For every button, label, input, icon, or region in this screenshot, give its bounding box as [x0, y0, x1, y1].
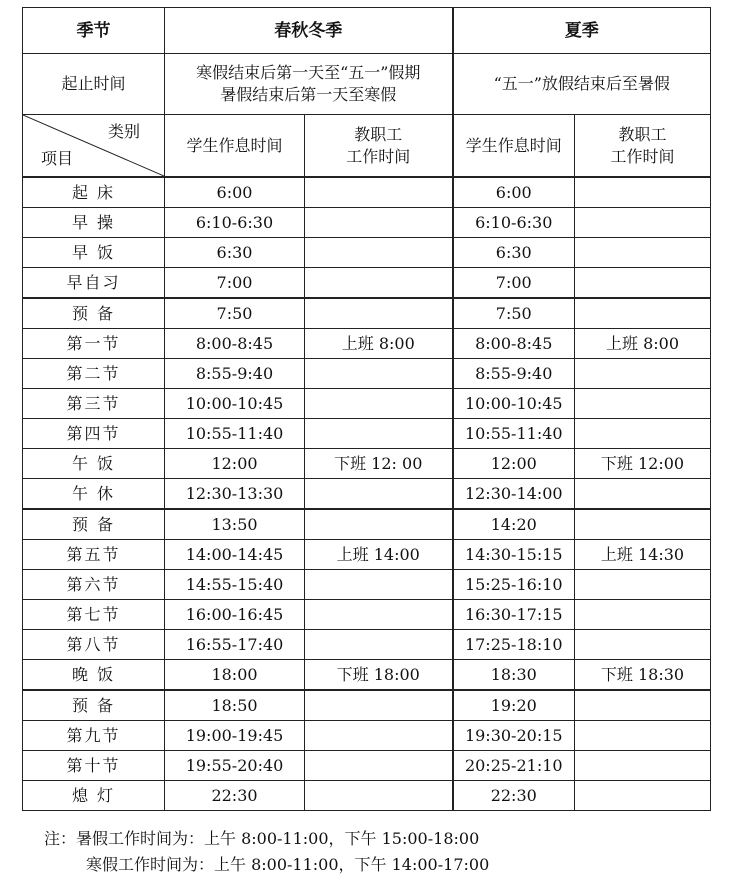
season-a-header: 春秋冬季 [165, 8, 453, 54]
a-student-cell: 14:00-14:45 [165, 540, 305, 570]
a-staff-cell: 下班 12: 00 [305, 449, 453, 479]
b-staff-cell [575, 419, 711, 449]
period-a-line1: 寒假结束后第一天至“五一”假期 [196, 63, 421, 82]
season-b-header: 夏季 [453, 8, 711, 54]
b-staff-cell [575, 721, 711, 751]
item-cell: 早自习 [23, 268, 165, 299]
a-student-cell: 8:00-8:45 [165, 329, 305, 359]
a-student-cell: 18:00 [165, 660, 305, 691]
a-staff-cell [305, 238, 453, 268]
season-row [23, 8, 711, 54]
table-row [23, 660, 711, 691]
table-row [23, 751, 711, 781]
item-cell: 午 休 [23, 479, 165, 510]
a-staff-cell [305, 479, 453, 510]
b-student-cell: 14:30-15:15 [453, 540, 575, 570]
item-cell: 第十节 [23, 751, 165, 781]
table-row [23, 419, 711, 449]
table-row [23, 570, 711, 600]
a-student-cell: 7:50 [165, 298, 305, 329]
a-student-cell: 10:00-10:45 [165, 389, 305, 419]
b-staff-col-line1: 教职工 [618, 124, 667, 144]
table-row [23, 479, 711, 510]
b-student-cell: 6:00 [453, 177, 575, 208]
b-student-cell: 19:30-20:15 [453, 721, 575, 751]
b-staff-col-header [575, 115, 711, 178]
table-row [23, 298, 711, 329]
b-staff-cell [575, 570, 711, 600]
b-staff-cell [575, 359, 711, 389]
table-row [23, 208, 711, 238]
b-staff-cell: 上班 8:00 [575, 329, 711, 359]
item-cell: 预 备 [23, 298, 165, 329]
b-student-cell: 20:25-21:10 [453, 751, 575, 781]
b-student-cell: 10:00-10:45 [453, 389, 575, 419]
item-cell: 第一节 [23, 329, 165, 359]
b-student-cell: 10:55-11:40 [453, 419, 575, 449]
a-student-col-header: 学生作息时间 [165, 115, 305, 178]
a-staff-cell [305, 298, 453, 329]
b-student-cell: 14:20 [453, 509, 575, 540]
item-cell: 预 备 [23, 509, 165, 540]
a-student-cell: 22:30 [165, 781, 305, 811]
item-cell: 午 饭 [23, 449, 165, 479]
table-row [23, 449, 711, 479]
b-student-cell: 8:55-9:40 [453, 359, 575, 389]
a-staff-cell [305, 600, 453, 630]
period-b: “五一”放假结束后至暑假 [453, 54, 711, 115]
b-student-cell: 18:30 [453, 660, 575, 691]
table-row [23, 359, 711, 389]
a-staff-cell [305, 389, 453, 419]
b-student-cell: 7:00 [453, 268, 575, 299]
item-cell: 第七节 [23, 600, 165, 630]
item-cell: 第四节 [23, 419, 165, 449]
b-staff-cell [575, 389, 711, 419]
schedule-body [23, 177, 711, 811]
b-student-cell: 22:30 [453, 781, 575, 811]
a-staff-cell [305, 751, 453, 781]
b-student-cell: 7:50 [453, 298, 575, 329]
a-staff-col-line2: 工作时间 [346, 146, 411, 166]
b-staff-cell [575, 600, 711, 630]
a-student-cell: 14:55-15:40 [165, 570, 305, 600]
table-row [23, 389, 711, 419]
b-staff-cell [575, 268, 711, 299]
b-student-cell: 16:30-17:15 [453, 600, 575, 630]
a-student-cell: 6:00 [165, 177, 305, 208]
a-staff-col-header [305, 115, 453, 178]
b-staff-cell [575, 208, 711, 238]
a-staff-col-line1: 教职工 [354, 124, 403, 144]
item-cell: 早 操 [23, 208, 165, 238]
b-student-cell: 8:00-8:45 [453, 329, 575, 359]
a-staff-cell [305, 419, 453, 449]
table-row [23, 509, 711, 540]
b-staff-cell: 下班 18:30 [575, 660, 711, 691]
a-student-cell: 7:00 [165, 268, 305, 299]
b-staff-cell [575, 479, 711, 510]
b-staff-cell [575, 690, 711, 721]
b-staff-cell [575, 238, 711, 268]
table-row [23, 540, 711, 570]
item-cell: 第五节 [23, 540, 165, 570]
b-student-cell: 12:30-14:00 [453, 479, 575, 510]
a-student-cell: 8:55-9:40 [165, 359, 305, 389]
season-label: 季节 [23, 8, 165, 54]
a-staff-cell [305, 177, 453, 208]
period-row [23, 54, 711, 115]
a-staff-cell [305, 570, 453, 600]
b-student-cell: 19:20 [453, 690, 575, 721]
a-staff-cell [305, 630, 453, 660]
item-cell: 晚 饭 [23, 660, 165, 691]
table-row [23, 238, 711, 268]
table-row [23, 268, 711, 299]
a-staff-cell [305, 268, 453, 299]
b-student-cell: 15:25-16:10 [453, 570, 575, 600]
item-cell: 预 备 [23, 690, 165, 721]
a-staff-cell [305, 359, 453, 389]
note-summer: 注：暑假工作时间为：上午 8:00-11:00，下午 15:00-18:00 [44, 829, 480, 848]
a-staff-cell: 上班 8:00 [305, 329, 453, 359]
table-row [23, 781, 711, 811]
a-staff-cell [305, 690, 453, 721]
item-cell: 第九节 [23, 721, 165, 751]
b-student-cell: 6:10-6:30 [453, 208, 575, 238]
item-cell: 第三节 [23, 389, 165, 419]
a-student-cell: 16:00-16:45 [165, 600, 305, 630]
b-student-cell: 6:30 [453, 238, 575, 268]
period-a [165, 54, 453, 115]
a-staff-cell [305, 781, 453, 811]
a-student-cell: 6:10-6:30 [165, 208, 305, 238]
b-staff-col-line2: 工作时间 [610, 146, 675, 166]
b-student-cell: 12:00 [453, 449, 575, 479]
a-student-cell: 19:00-19:45 [165, 721, 305, 751]
b-staff-cell: 下班 12:00 [575, 449, 711, 479]
item-cell: 熄 灯 [23, 781, 165, 811]
table-row [23, 177, 711, 208]
b-staff-cell [575, 509, 711, 540]
diagonal-header-cell [23, 115, 165, 178]
table-row [23, 630, 711, 660]
period-label: 起止时间 [23, 54, 165, 115]
a-staff-cell: 上班 14:00 [305, 540, 453, 570]
schedule-table [22, 7, 711, 811]
b-staff-cell: 上班 14:30 [575, 540, 711, 570]
column-header-row [23, 115, 711, 178]
item-cell: 早 饭 [23, 238, 165, 268]
item-cell: 第八节 [23, 630, 165, 660]
a-staff-cell [305, 208, 453, 238]
a-student-cell: 10:55-11:40 [165, 419, 305, 449]
category-label: 类别 [107, 122, 140, 141]
item-label: 项目 [41, 149, 74, 168]
b-staff-cell [575, 751, 711, 781]
period-a-line2: 暑假结束后第一天至寒假 [220, 85, 397, 104]
b-student-cell: 17:25-18:10 [453, 630, 575, 660]
a-student-cell: 13:50 [165, 509, 305, 540]
table-row [23, 329, 711, 359]
b-staff-cell [575, 630, 711, 660]
note-winter: 寒假工作时间为：上午 8:00-11:00，下午 14:00-17:00 [86, 855, 490, 874]
a-staff-cell [305, 509, 453, 540]
a-student-cell: 19:55-20:40 [165, 751, 305, 781]
item-cell: 起 床 [23, 177, 165, 208]
table-row [23, 690, 711, 721]
b-staff-cell [575, 781, 711, 811]
b-staff-cell [575, 298, 711, 329]
table-row [23, 600, 711, 630]
item-cell: 第六节 [23, 570, 165, 600]
a-student-cell: 16:55-17:40 [165, 630, 305, 660]
a-student-cell: 12:30-13:30 [165, 479, 305, 510]
b-staff-cell [575, 177, 711, 208]
a-staff-cell: 下班 18:00 [305, 660, 453, 691]
item-cell: 第二节 [23, 359, 165, 389]
a-student-cell: 18:50 [165, 690, 305, 721]
a-student-cell: 6:30 [165, 238, 305, 268]
b-student-col-header: 学生作息时间 [453, 115, 575, 178]
a-staff-cell [305, 721, 453, 751]
a-student-cell: 12:00 [165, 449, 305, 479]
table-row [23, 721, 711, 751]
